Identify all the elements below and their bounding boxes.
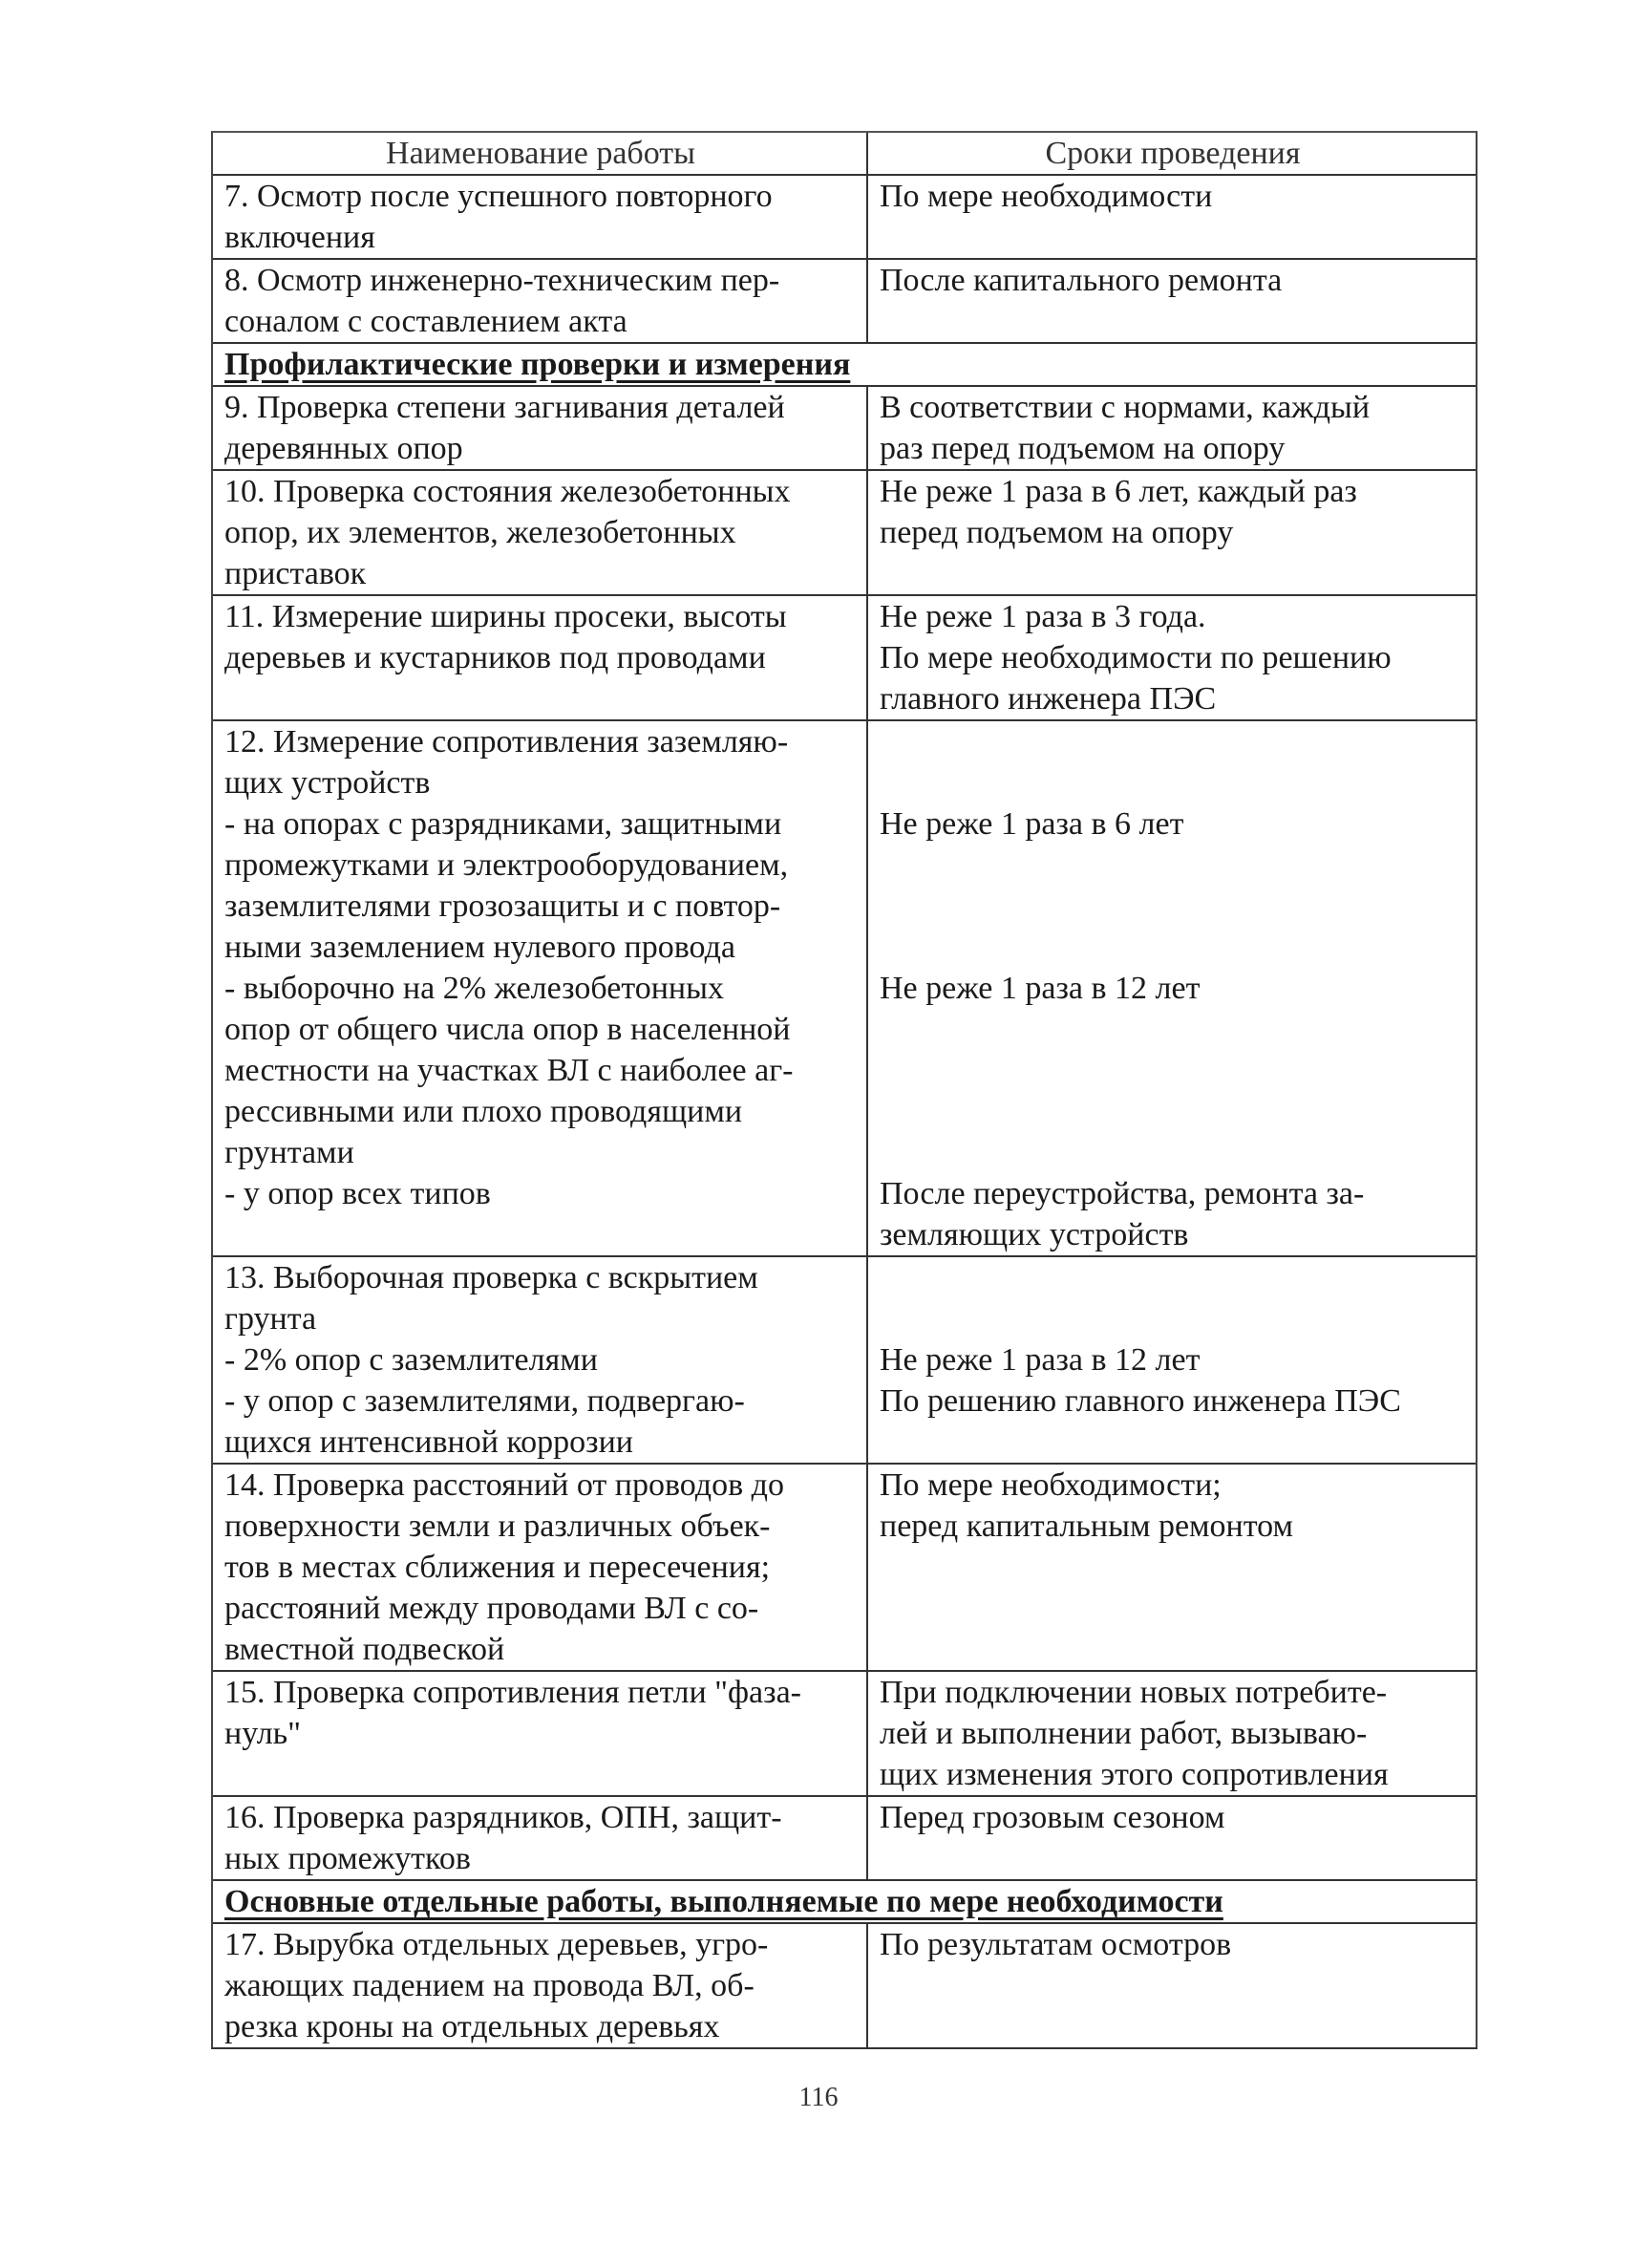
term-cell: При подключении новых потребите- лей и выполнении работ, вызываю- щих изменения этого сопротивления [880, 1675, 1389, 1792]
table-row [213, 596, 1476, 721]
work-cell: 8. Осмотр инженерно-техническим пер- соналом с составлением акта [213, 260, 868, 342]
work-cell: 16. Проверка разрядников, ОПН, защит- ных промежутков [213, 1797, 868, 1879]
work-cell: 7. Осмотр после успешного повторного включения [213, 176, 868, 258]
table-row [213, 176, 1476, 260]
work-cell: 17. Вырубка отдельных деревьев, угро- жающих падением на провода ВЛ, об- резка кроны на отдельных деревьях [213, 1924, 868, 2047]
table-header-row [213, 133, 1476, 176]
section-header-row [213, 344, 1476, 387]
work-cell: 9. Проверка степени загнивания деталей деревянных опор [213, 387, 868, 469]
table-row [213, 387, 1476, 471]
table-body [213, 176, 1476, 2047]
term-cell: В соответствии с нормами, каждый раз перед подъемом на опору [880, 390, 1371, 466]
term-cell: По результатам осмотров [880, 1927, 1232, 1962]
term-cell: По мере необходимости; перед капитальным ремонтом [880, 1467, 1294, 1544]
table-row [213, 721, 1476, 1257]
table-row [213, 260, 1476, 344]
term-cell: По мере необходимости [880, 179, 1213, 214]
term-cell: После капитального ремонта [880, 263, 1283, 298]
page-number: 116 [798, 2083, 839, 2112]
header-work-name: Наименование работы [213, 133, 868, 174]
work-cell: 11. Измерение ширины просеки, высоты деревьев и кустарников под проводами [213, 596, 868, 719]
work-cell: 13. Выборочная проверка с вскрытием грунта - 2% опор с заземлителями - у опор с заземлителями, подвергаю- щихся интенсивной коррозии [213, 1257, 868, 1463]
section-title: Основные отдельные работы, выполняемые по мере необходимости [224, 1884, 1223, 1919]
section-title: Профилактические проверки и измерения [224, 347, 851, 382]
term-cell: Не реже 1 раза в 6 лет Не реже 1 раза в 12 лет После переустройства, ремонта за- земляющих устройств [880, 806, 1365, 1252]
table-row [213, 1465, 1476, 1672]
term-cell: Не реже 1 раза в 3 года. По мере необходимости по решению главного инженера ПЭС [880, 599, 1392, 717]
header-schedule: Сроки проведения [1045, 136, 1301, 171]
table-row [213, 1257, 1476, 1465]
term-cell: Не реже 1 раза в 6 лет, каждый раз перед подъемом на опору [880, 474, 1357, 550]
term-cell: Не реже 1 раза в 12 лет По решению главного инженера ПЭС [880, 1342, 1401, 1419]
maintenance-table [211, 131, 1478, 2049]
work-cell: 10. Проверка состояния железобетонных опор, их элементов, железобетонных приставок [213, 471, 868, 594]
table-row [213, 1672, 1476, 1797]
work-cell: 12. Измерение сопротивления заземляю- щих устройств - на опорах с разрядниками, защитными промежутками и электрооборудованием, заземлителями грозозащиты и с повтор- ными заземлением нулевого провода - выборочно на 2% железобетонных опор от общего числа опор в населенной местности на участках ВЛ с наиболее аг- рессивными или плохо проводящими грунтами - у опор всех типов [213, 721, 868, 1255]
work-cell: 15. Проверка сопротивления петли "фаза- нуль" [213, 1672, 868, 1795]
work-cell: 14. Проверка расстояний от проводов до поверхности земли и различных объек- тов в местах сближения и пересечения; расстояний между проводами ВЛ с со- вместной подвеской [213, 1465, 868, 1670]
table-row [213, 1797, 1476, 1881]
table-row [213, 1924, 1476, 2047]
term-cell: Перед грозовым сезоном [880, 1800, 1225, 1835]
section-header-row [213, 1881, 1476, 1924]
table-row [213, 471, 1476, 596]
